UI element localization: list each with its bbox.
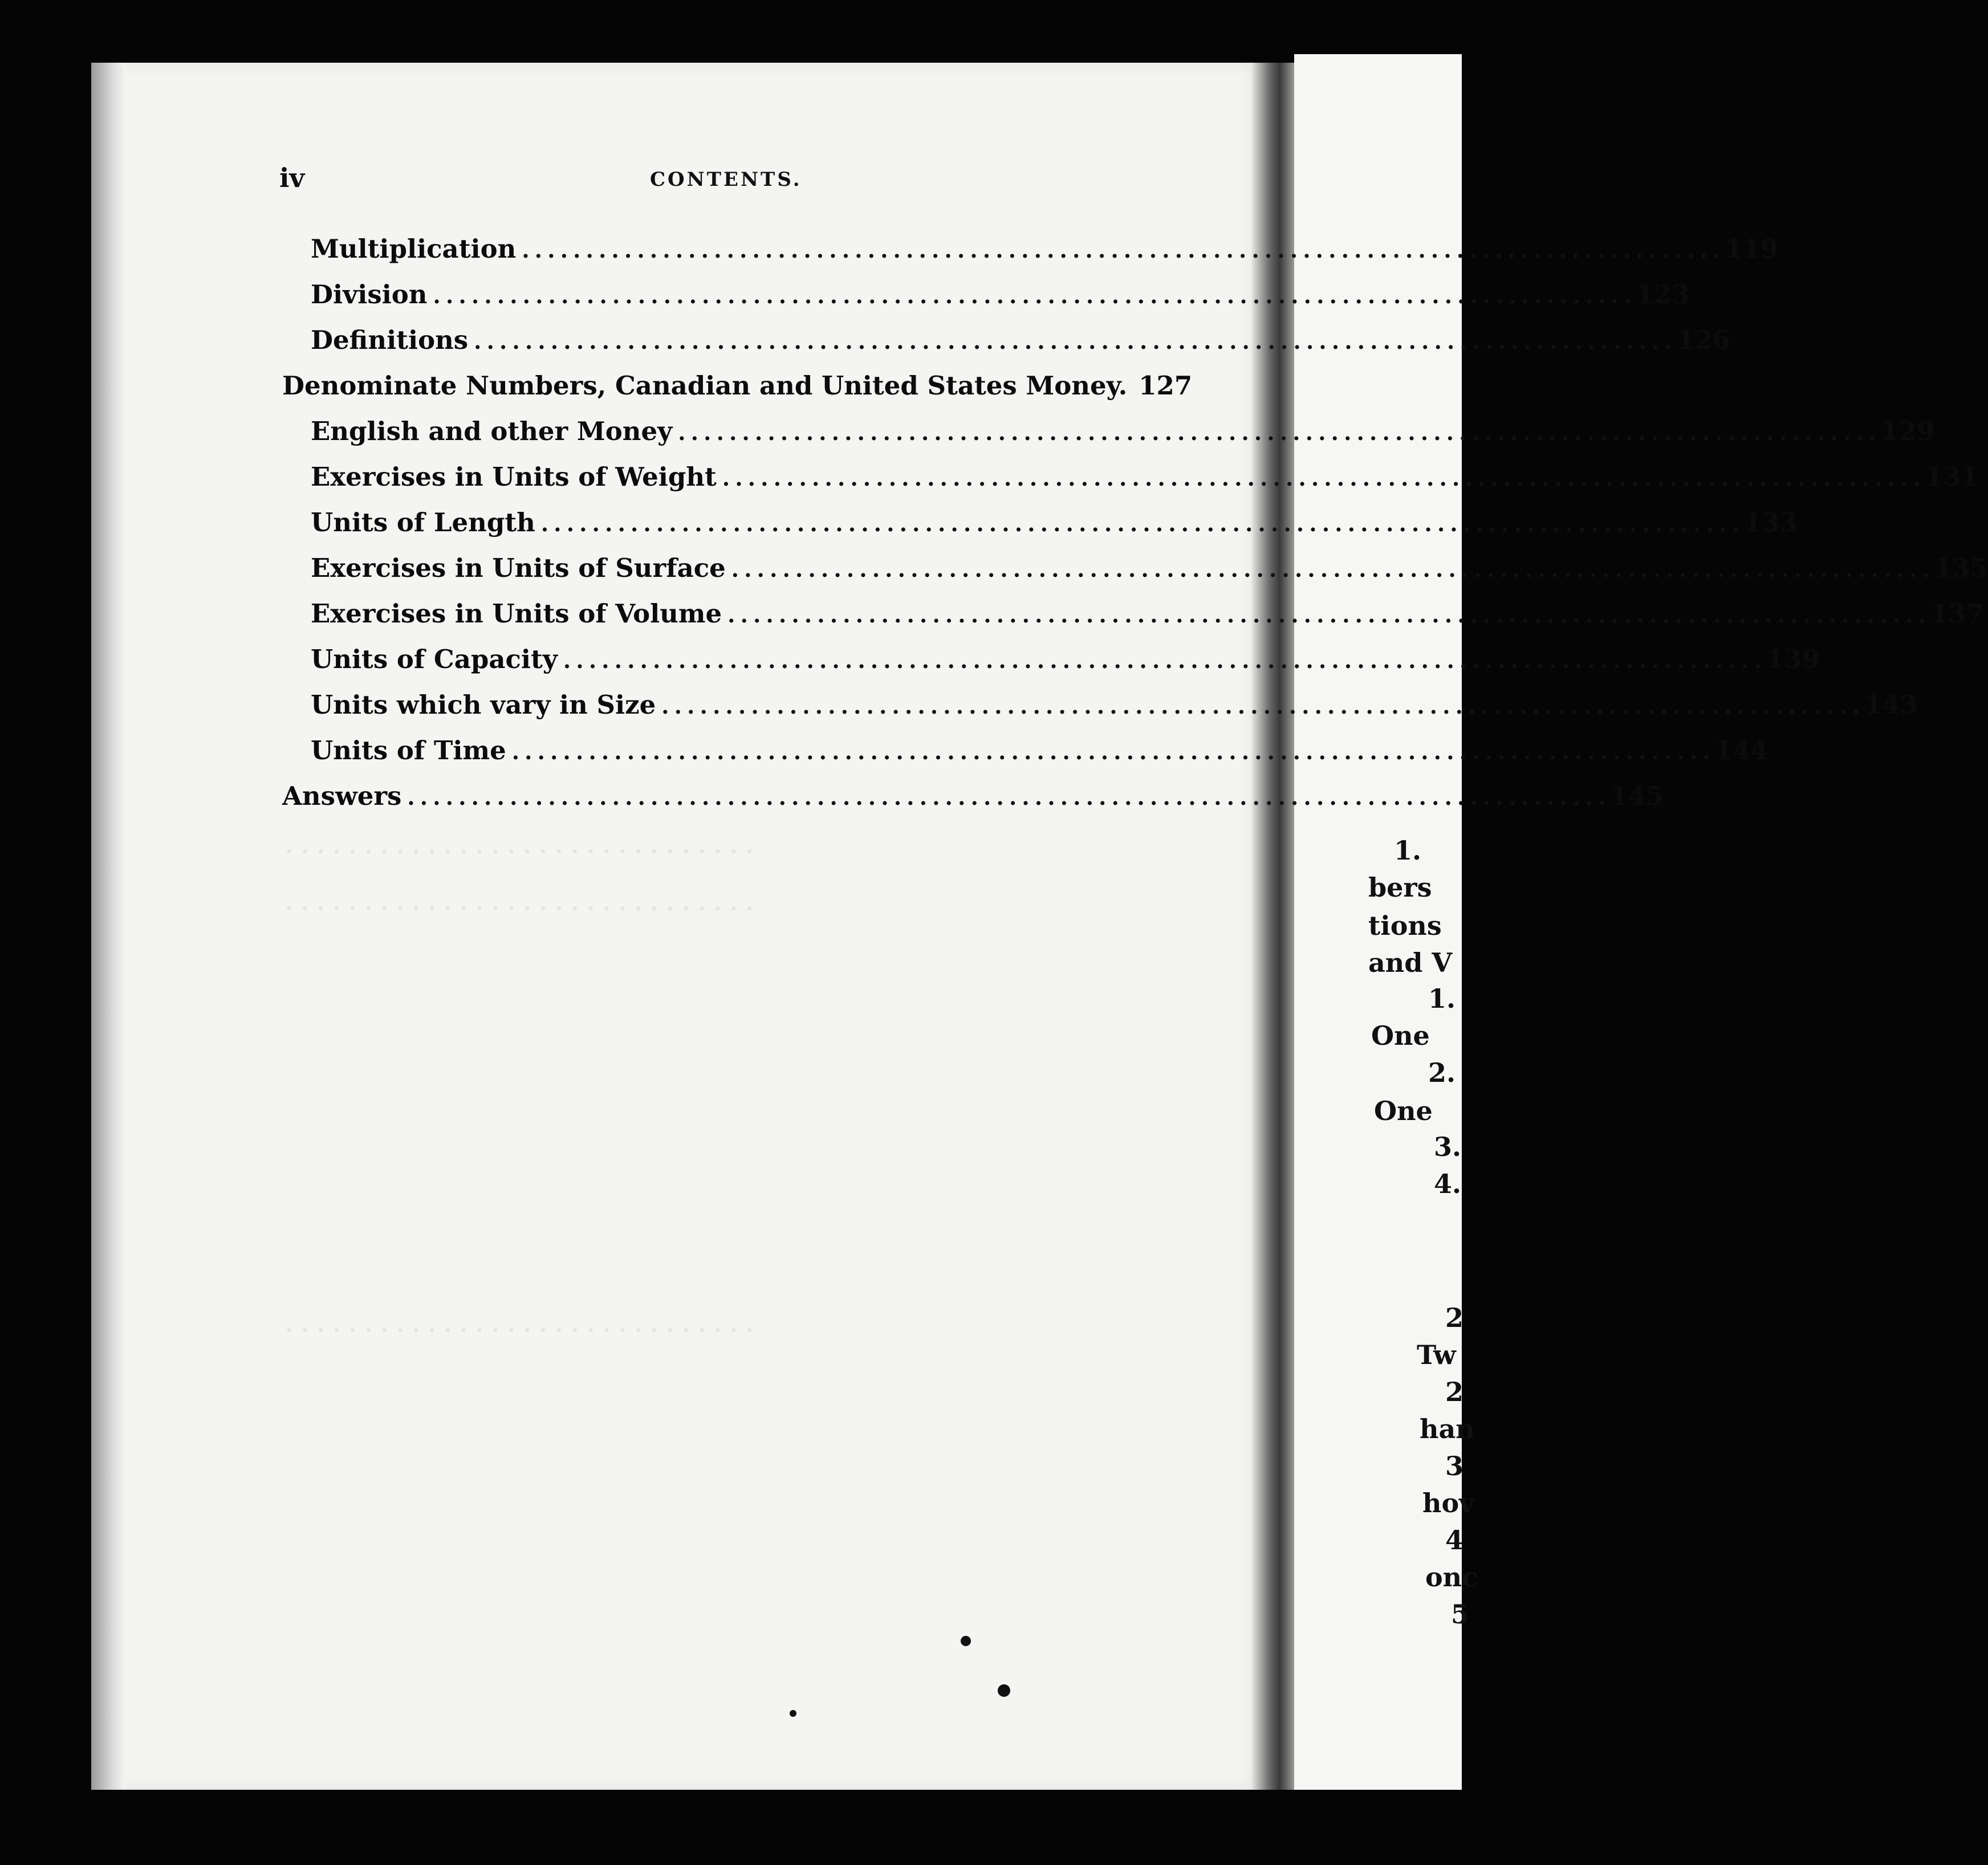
left-page [91,63,1266,1790]
toc-entry-page: 143 [1864,690,1918,720]
right-page-fragment: 5 [1451,1599,1470,1630]
toc-entry-title: Units which vary in Size [311,690,656,720]
ink-speck [961,1636,971,1646]
toc-entry-title: Definitions [311,325,469,355]
toc-entry-title: Units of Capacity [311,644,558,674]
dot-leader [541,511,1738,536]
right-page-fragment: 2 [1445,1377,1464,1407]
toc-entry-page: 126 [1677,325,1730,355]
page-number: iv [279,162,305,193]
right-page-fragment: One [1374,1096,1433,1126]
toc-entry [311,462,1979,502]
toc-entry-page: 137 [1930,598,1985,629]
right-page-fragment: Tw [1417,1339,1456,1370]
dot-leader [433,283,1631,308]
toc-entry-title: Units of Length [311,507,535,537]
toc-entry [311,325,1730,365]
toc-entry-title: English and other Money [311,416,673,446]
toc-entry-page: 127 [1139,370,1193,401]
dot-leader [474,328,1671,354]
toc-entry-title: Exercises in Units of Weight [311,462,717,492]
dot-leader [563,648,1761,673]
right-page-fragment: 1. [1428,983,1456,1014]
right-page-fragment: and V [1368,947,1453,978]
ink-speck [790,1710,796,1717]
dot-leader [678,420,1875,445]
ink-speck [998,1684,1010,1697]
toc-entry-page: 119 [1725,234,1779,264]
toc-entry [282,370,1193,410]
toc-entry [311,644,1820,684]
toc-entry-page: 123 [1636,279,1690,310]
toc-entry [311,690,1918,730]
right-page-fragment: 3. [1434,1131,1462,1162]
toc-entry [311,507,1798,547]
toc-entry [311,553,1988,593]
toc-entry-page: 145 [1610,781,1664,811]
page-edge [91,63,125,1790]
dot-leader [407,784,1604,810]
right-page-fragment: tions [1368,910,1442,941]
right-page-fragment: han [1420,1414,1475,1444]
toc-entry-page: 129 [1881,416,1935,446]
dot-leader [727,602,1925,628]
show-through-text: . . . . . . . . . . . . . . . . . . . . . . . . . . . . . . [285,1311,754,1338]
toc-entry-page: 135 [1934,553,1988,583]
toc-entry [311,735,1769,775]
toc-entry-page: 133 [1743,507,1798,537]
toc-entry-page: 131 [1925,462,1979,492]
toc-entry-title: Exercises in Units of Volume [311,598,722,629]
toc-entry-title: Division [311,279,428,310]
toc-entry-page: 139 [1766,644,1820,674]
dot-leader [522,237,1719,263]
right-page-fragment: 4. [1434,1168,1462,1199]
right-page-fragment: One [1371,1020,1430,1051]
toc-entry [282,781,1664,821]
toc-entry-page: 144 [1714,735,1769,765]
running-head: CONTENTS. [650,168,802,191]
page-header [0,162,1462,197]
right-page-fragment: bers [1368,872,1432,903]
toc-entry-title: Exercises in Units of Surface [311,553,726,583]
toc-entry [311,234,1779,274]
toc-entry-title: Denominate Numbers, Canadian and United States Money. [282,370,1128,401]
right-page-fragment: 3 [1445,1451,1464,1481]
right-page-fragment: hov [1422,1488,1474,1518]
scan-background [0,1790,1462,1865]
show-through-text: . . . . . . . . . . . . . . . . . . . . . . . . . . . . . . [285,889,754,916]
toc-entry-title: Units of Time [311,735,506,765]
dot-leader [661,693,1859,719]
toc-entry-title: Multiplication [311,234,517,264]
right-page-fragment: onc [1425,1562,1478,1593]
dot-leader [731,556,1929,582]
toc-entry [311,598,1985,638]
toc-entry-title: Answers [282,781,402,811]
right-page-fragment: 2 [1445,1302,1464,1333]
dot-leader [722,465,1920,491]
dot-leader [512,739,1709,764]
toc-entry [311,416,1935,456]
right-page-fragment: 1. [1394,835,1422,866]
toc-entry [311,279,1690,319]
right-page-fragment: 4 [1445,1525,1464,1555]
show-through-text: . . . . . . . . . . . . . . . . . . . . . . . . . . . . . . [285,832,754,859]
right-page-fragment: 2. [1428,1057,1456,1088]
